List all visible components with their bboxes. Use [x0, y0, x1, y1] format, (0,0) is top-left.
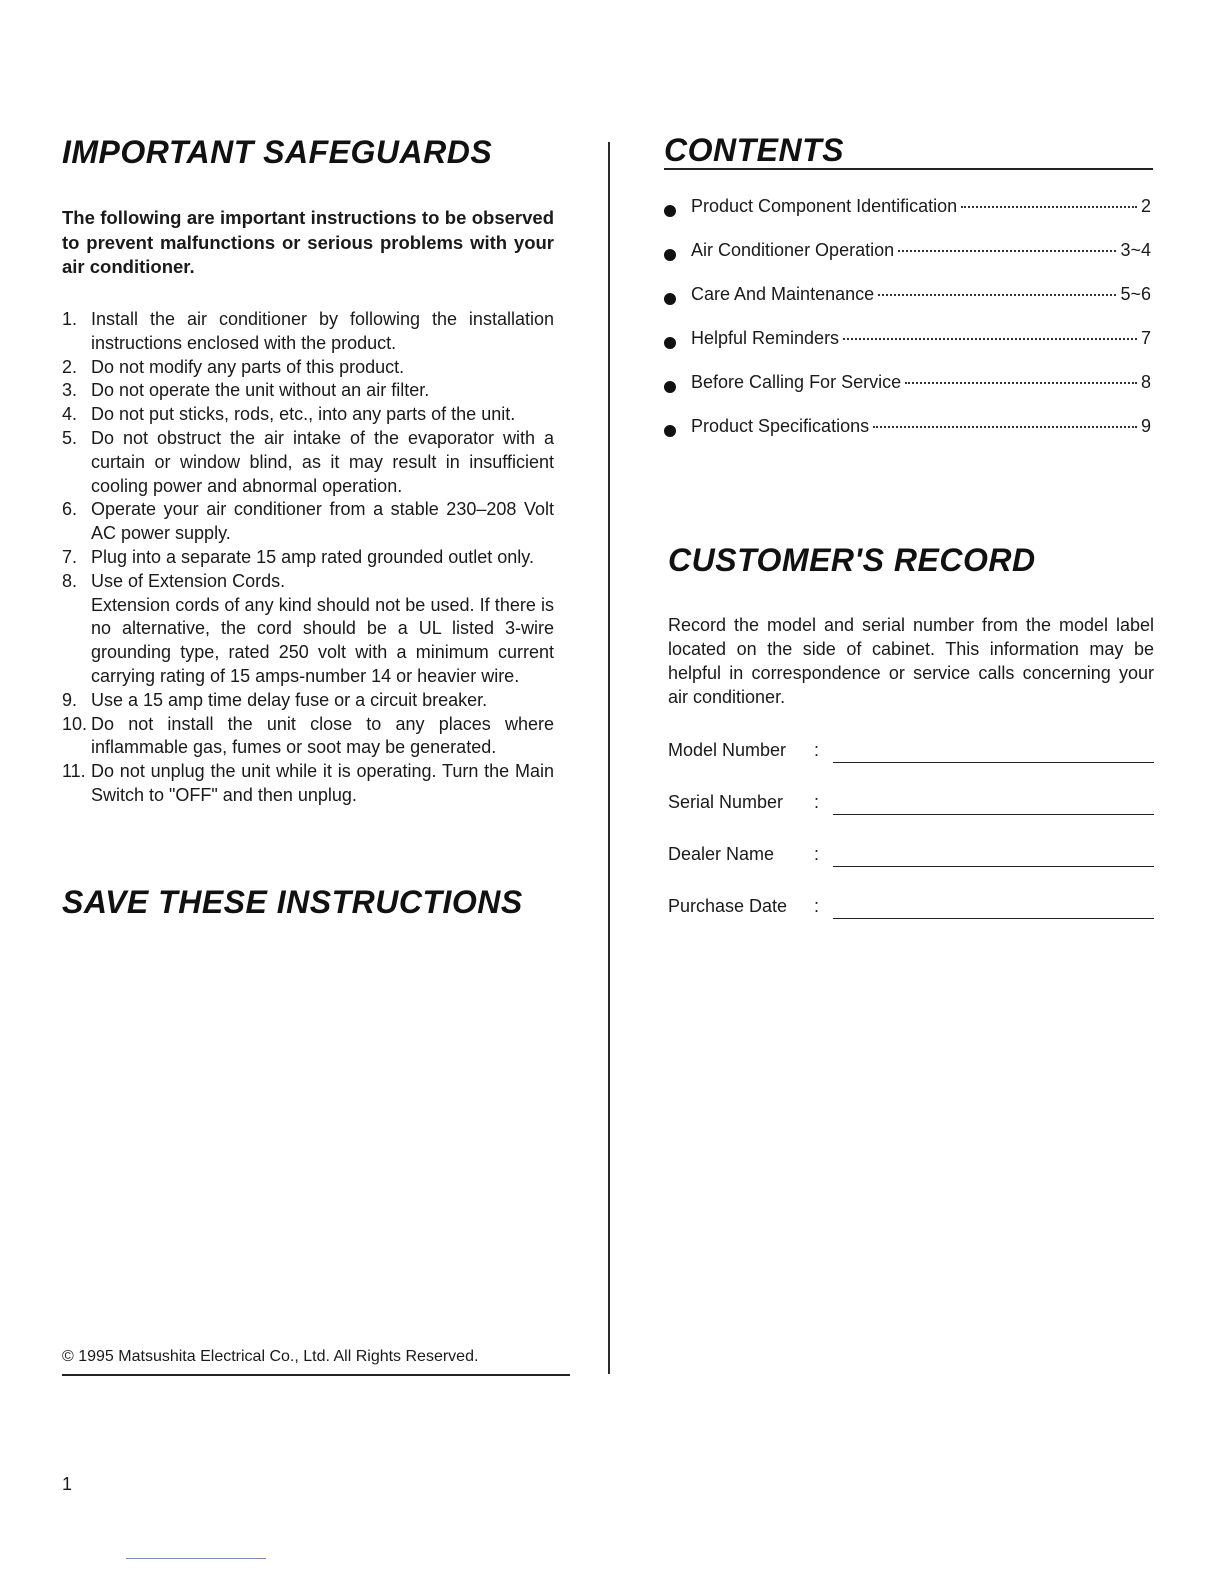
toc-entry: Product Component Identification 2	[664, 196, 1151, 240]
extension-cord-detail: Extension cords of any kind should not be used. If there is no alternative, the cord should be a UL listed 3-wire grounding type, rated 250 volt with a minimum current carrying rating of 15 amps-number 14 or heavier wire.	[91, 594, 554, 686]
toc-entry: Helpful Reminders 7	[664, 328, 1151, 372]
bottom-rule	[126, 1558, 266, 1559]
dealer-name-blank[interactable]	[833, 866, 1154, 867]
safeguard-item: 9. Use a 15 amp time delay fuse or a circuit breaker.	[62, 689, 488, 710]
safeguard-item: 5. Do not obstruct the air intake of the evaporator with a curtain or window blind, as it may result in insufficient cooling power and abnormal operation.	[62, 427, 554, 496]
customer-record-heading: CUSTOMER'S RECORD	[668, 542, 1036, 578]
dealer-name-label: Dealer Name	[668, 844, 775, 864]
safeguard-item: 3. Do not operate the unit without an air filter.	[62, 380, 430, 401]
safeguard-item: 1. Install the air conditioner by following the installation instructions enclosed with the product.	[62, 309, 554, 353]
safeguards-heading: IMPORTANT SAFEGUARDS	[62, 134, 493, 170]
dealer-name-field: Dealer Name :	[668, 844, 1154, 870]
customer-record-text: Record the model and serial number from the model label located on the side of cabinet. This information may be helpful in correspondence or service calls concerning your air conditioner.	[668, 615, 1154, 707]
bullet-icon	[664, 293, 676, 305]
dot-leader	[905, 382, 1137, 384]
serial-number-field: Serial Number :	[668, 792, 1154, 818]
contents-underline	[664, 168, 1153, 170]
dot-leader	[873, 426, 1137, 428]
bullet-icon	[664, 425, 676, 437]
bullet-icon	[664, 205, 676, 217]
serial-number-label: Serial Number	[668, 792, 784, 812]
purchase-date-label: Purchase Date	[668, 896, 788, 916]
save-instructions-heading: SAVE THESE INSTRUCTIONS	[62, 884, 523, 920]
model-number-blank[interactable]	[833, 762, 1154, 763]
toc-entry: Before Calling For Service 8	[664, 372, 1151, 416]
serial-number-blank[interactable]	[833, 814, 1154, 815]
model-number-field: Model Number :	[668, 740, 1154, 766]
contents-list	[664, 196, 1151, 460]
column-divider	[608, 142, 610, 1374]
safeguard-item: 8. Use of Extension Cords. Extension cords of any kind should not be used. If there is no alternative, the cord should be a UL listed 3-wire grounding type, rated 250 volt with a minimum current carrying rating of 15 amps-number 14 or heavier wire.	[62, 570, 554, 689]
toc-entry: Air Conditioner Operation 3~4	[664, 240, 1151, 284]
page-number: 1	[62, 1474, 73, 1494]
dot-leader	[961, 206, 1137, 208]
safeguard-item: 7. Plug into a separate 15 amp rated grounded outlet only.	[62, 546, 534, 567]
dot-leader	[878, 294, 1116, 296]
contents-heading: CONTENTS	[664, 132, 844, 168]
safeguard-item: 6. Operate your air conditioner from a stable 230–208 Volt AC power supply.	[62, 499, 554, 544]
toc-entry: Product Specifications 9	[664, 416, 1151, 460]
safeguards-list	[62, 308, 554, 808]
dot-leader	[843, 338, 1137, 340]
bullet-icon	[664, 381, 676, 393]
safeguard-item: 4. Do not put sticks, rods, etc., into any parts of the unit.	[62, 404, 516, 425]
purchase-date-blank[interactable]	[833, 918, 1154, 919]
safeguards-intro: The following are important instructions to be observed to prevent malfunctions or serious problems with your air conditioner.	[62, 207, 554, 277]
toc-entry: Care And Maintenance 5~6	[664, 284, 1151, 328]
purchase-date-field: Purchase Date :	[668, 896, 1154, 922]
safeguard-item: 11. Do not unplug the unit while it is operating. Turn the Main Switch to "OFF" and then unplug.	[62, 761, 554, 805]
safeguard-item: 2. Do not modify any parts of this product.	[62, 356, 405, 377]
copyright-underline	[62, 1374, 570, 1376]
bullet-icon	[664, 337, 676, 349]
bullet-icon	[664, 249, 676, 261]
model-number-label: Model Number	[668, 740, 787, 760]
safeguard-item: 10. Do not install the unit close to any places where inflammable gas, fumes or soot may be generated.	[62, 713, 554, 758]
copyright-notice: © 1995 Matsushita Electrical Co., Ltd. All Rights Reserved.	[62, 1348, 479, 1365]
dot-leader	[898, 250, 1116, 252]
